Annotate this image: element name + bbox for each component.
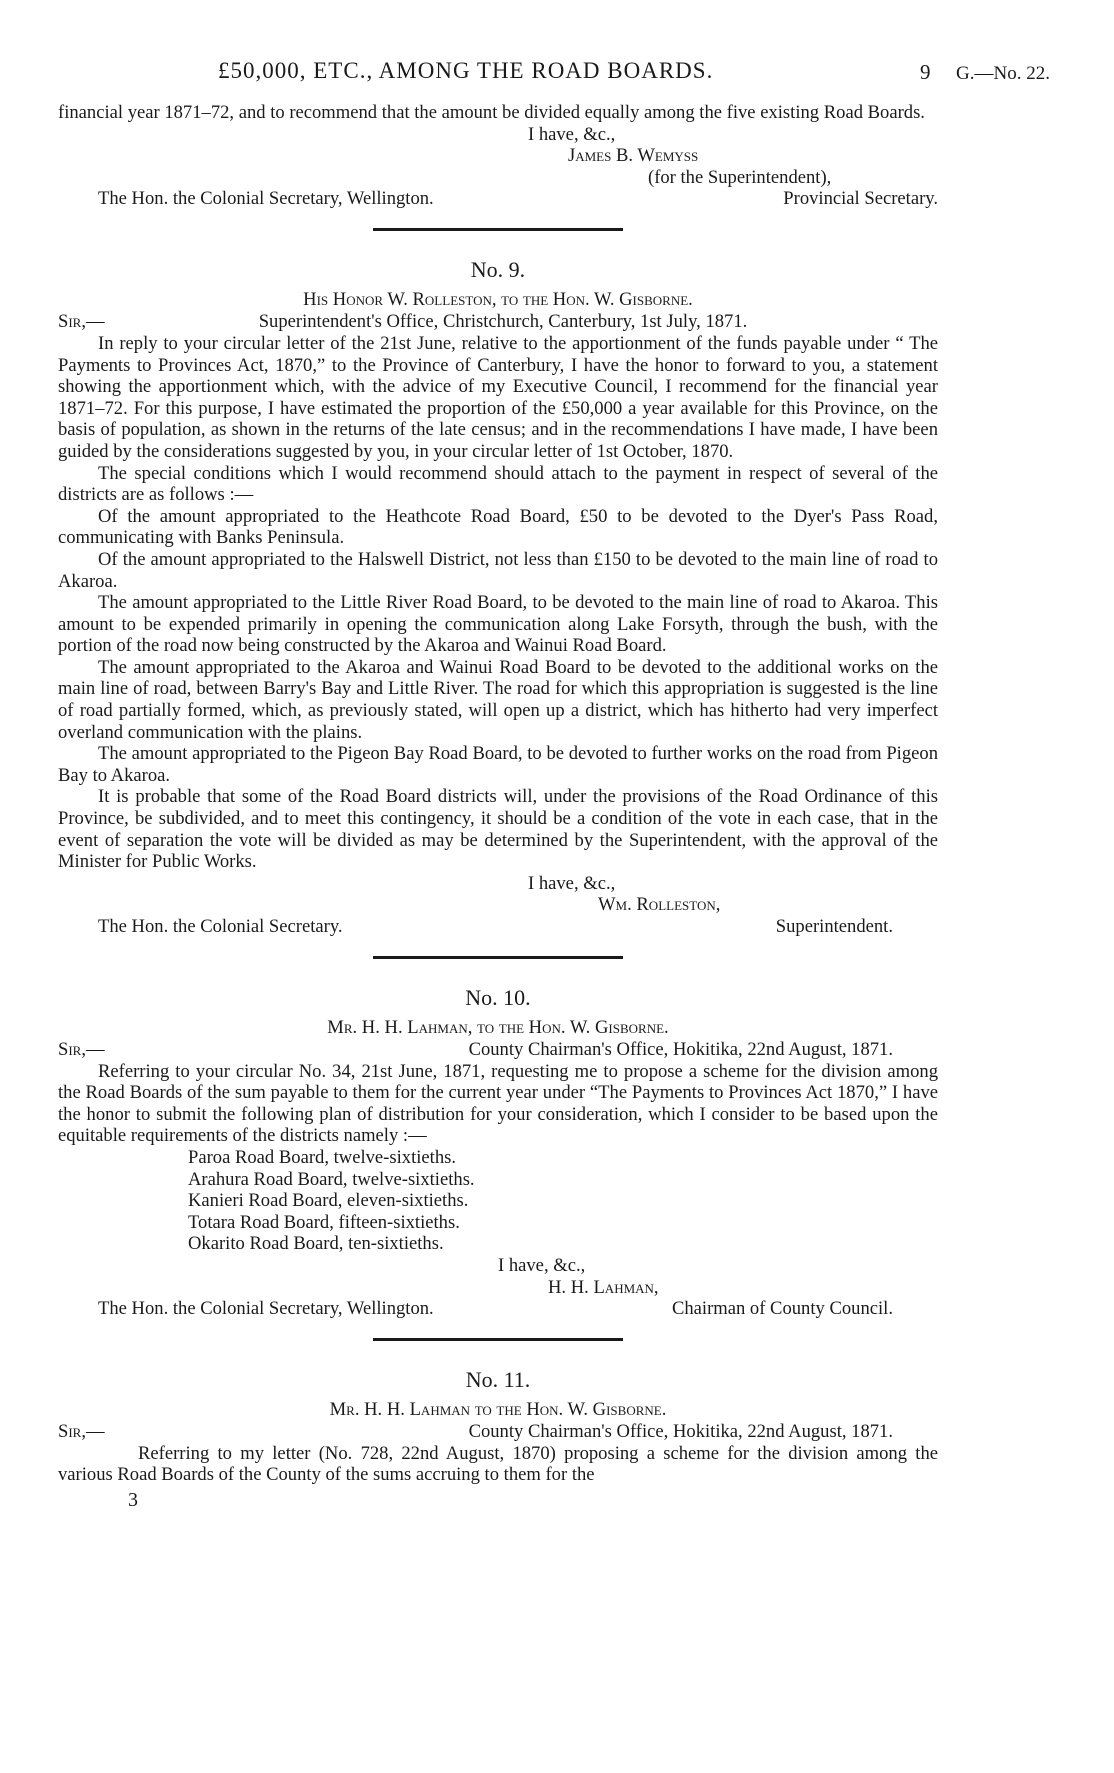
letter-no-10 (58, 985, 938, 1320)
allocation-list (58, 1147, 938, 1255)
paragraph: The special conditions which I would recommend should attach to the payment in respect of several of the districts are as follows :— (58, 462, 938, 506)
letter-number: No. 10. (465, 984, 531, 1010)
list-item: Kanieri Road Board, eleven-sixtieths. (188, 1190, 469, 1212)
opening-signer: James B. Wemyss (568, 145, 699, 167)
addressee: The Hon. the Colonial Secretary. (98, 916, 343, 937)
opening-section (58, 102, 938, 210)
salutation: Sir,— (58, 1038, 105, 1060)
opening-paragraph: financial year 1871–72, and to recommend that the amount be divided equally among the five existing Road Boards. (58, 102, 925, 123)
page-number: 9 (920, 60, 931, 84)
list-item: Totara Road Board, fifteen-sixtieths. (188, 1211, 460, 1233)
signer-title: Superintendent. (775, 916, 893, 937)
opening-signer-note: (for the Superintendent), (648, 166, 832, 188)
list-item: Arahura Road Board, twelve-sixtieths. (188, 1168, 475, 1190)
sign-row (58, 916, 938, 938)
letter-address: Mr. H. H. Lahman, to the Hon. W. Gisborne. (327, 1016, 669, 1038)
paragraph: The amount appropriated to the Pigeon Bay Road Board, to be devoted to further works on the road from Pigeon Bay to Akaroa. (58, 743, 938, 786)
signer: Wm. Rolleston, (598, 894, 721, 916)
salutation: Sir,— (58, 1420, 105, 1442)
closing: I have, &c., (498, 1254, 586, 1276)
salutation-row (58, 311, 938, 333)
opening-closing: I have, &c., (528, 123, 616, 145)
letter-no-11 (58, 1367, 938, 1486)
opening-sign-row (58, 188, 938, 210)
addressee: The Hon. the Colonial Secretary, Wellington. (98, 1298, 434, 1320)
letter-no-9 (58, 257, 938, 938)
section-divider (373, 956, 623, 959)
paper-reference: G.—No. 22. (956, 63, 1050, 84)
running-header (58, 58, 1050, 94)
paragraph: It is probable that some of the Road Board districts will, under the provisions of the Road Ordinance of this Province, be subdivided, and to meet this contingency, it should be a condition of the vote in each case, that in the event of separation the vote will be divided as may be determined by the Superintendent, with the approval of the Minister for Public Works. (58, 786, 938, 873)
header-title: £50,000, ETC., AMONG THE ROAD BOARDS. (218, 58, 714, 83)
paragraph: In reply to your circular letter of the 21st June, relative to the apportionment of the funds payable under “ The Payments to Provinces Act, 1870,” to the Province of Canterbury, I have the honor to forward to you, a statement showing the apportionment which, with the advice of my Executive Council, I recommend for the financial year 1871–72. For this purpose, I have estimated the proportion of the £50,000 a year available for this Province, on the basis of population, as shown in the returns of the late census; and in the recommendations I have made, I have been guided by the considerations suggested by you, in your circular letter of 1st October, 1870. (58, 332, 938, 462)
closing: I have, &c., (528, 872, 616, 894)
paragraph: Referring to my letter (No. 728, 22nd August, 1870) proposing a scheme for the division among the various Road Boards of the County of the sums accruing to them for the (58, 1442, 938, 1486)
salutation-row (58, 1039, 938, 1061)
paragraph: The amount appropriated to the Little River Road Board, to be devoted to the main line of road to Akaroa. This amount to be expended primarily in opening the communication along Lake Forsyth, through the bush, with the portion of the road now being constructed by the Akaroa and Wainui Road Board. (58, 592, 938, 657)
signature-mark: 3 (128, 1488, 138, 1511)
letter-address: Mr. H. H. Lahman to the Hon. W. Gisborne. (329, 1398, 667, 1420)
signer-title: Chairman of County Council. (671, 1298, 893, 1320)
paragraph: Referring to your circular No. 34, 21st June, 1871, requesting me to propose a scheme for the division among the Road Boards of the sum payable to them for the current year under “The Payments to Provinces Act 1870,” I have the honor to submit the following plan of distribution for your consideration, which I consider to be based upon the equitable requirements of the districts namely :— (58, 1060, 938, 1147)
salutation: Sir,— (58, 310, 105, 332)
paragraph: Of the amount appropriated to the Halswell District, not less than £150 to be devoted to the main line of road to Akaroa. (58, 548, 938, 592)
list-item: Paroa Road Board, twelve-sixtieths. (188, 1146, 457, 1168)
opening-addressee: The Hon. the Colonial Secretary, Wellington. (98, 188, 434, 210)
place-date: Superintendent's Office, Christchurch, Canterbury, 1st July, 1871. (258, 310, 748, 332)
opening-signer-title: Provincial Secretary. (783, 188, 938, 210)
section-divider (373, 1338, 623, 1341)
salutation-row (58, 1421, 938, 1443)
place-date: County Chairman's Office, Hokitika, 22nd August, 1871. (468, 1038, 893, 1060)
paragraph: Of the amount appropriated to the Heathcote Road Board, £50 to be devoted to the Dyer's Pass Road, communicating with Banks Peninsula. (58, 505, 938, 549)
letter-address: His Honor W. Rolleston, to the Hon. W. Gisborne. (303, 288, 693, 310)
document-page (58, 58, 1050, 1512)
place-date: County Chairman's Office, Hokitika, 22nd August, 1871. (468, 1420, 893, 1442)
letter-number: No. 11. (465, 1366, 531, 1392)
section-divider (373, 228, 623, 231)
paragraph: The amount appropriated to the Akaroa and Wainui Road Board to be devoted to the additional works on the main line of road, between Barry's Bay and Little River. The road for which this appropriation is suggested is the line of road partially formed, which, as previously stated, will open up a district, which has hitherto had very imperfect overland communication with the plains. (58, 656, 938, 743)
signer: H. H. Lahman, (548, 1276, 659, 1298)
list-item: Okarito Road Board, ten-sixtieths. (188, 1233, 444, 1255)
letter-number: No. 9. (470, 256, 526, 282)
sign-row (58, 1298, 938, 1320)
